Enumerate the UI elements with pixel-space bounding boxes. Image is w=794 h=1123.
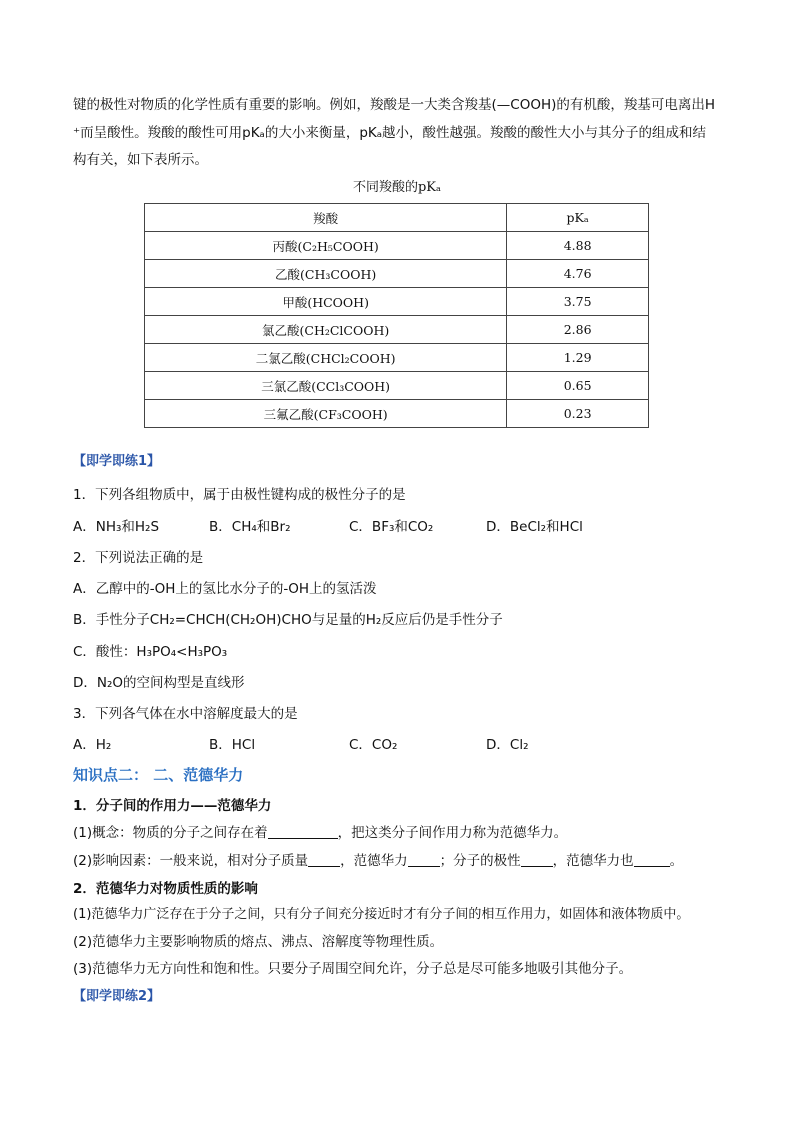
- option-a: A．H₂: [73, 737, 112, 753]
- fill-blank[interactable]: [634, 852, 670, 867]
- pka-cell: 3.75: [507, 288, 649, 316]
- pka-cell: 0.65: [507, 372, 649, 400]
- acid-cell: 甲酸(HCOOH): [145, 288, 507, 316]
- factors-text: (2)影响因素：一般来说，相对分子质量: [73, 853, 309, 869]
- acid-cell: 乙酸(CH₃COOH): [145, 260, 507, 288]
- concept-text: (1)概念：物质的分子之间存在着: [73, 825, 268, 841]
- pka-cell: 4.88: [507, 232, 649, 260]
- effect-line-2: (2)范德华力主要影响物质的熔点、沸点、溶解度等物理性质。: [73, 934, 444, 950]
- effect-line-3: (3)范德华力无方向性和饱和性。只要分子周围空间允许，分子总是尽可能多地吸引其他分子。: [73, 961, 633, 977]
- fill-blank[interactable]: [308, 852, 340, 867]
- practice-1-title: 【即学即练1】: [73, 454, 161, 469]
- option-d: D．BeCl₂和HCl: [486, 519, 583, 535]
- question-2-option-c: C．酸性：H₃PO₄<H₃PO₃: [73, 644, 228, 660]
- table-row: [145, 400, 649, 428]
- factors-text: ，范德华力: [340, 853, 408, 869]
- factors-text: ；分子的极性: [439, 853, 521, 869]
- concept-text-end: ，把这类分子间作用力称为范德华力。: [337, 825, 568, 841]
- question-2-option-a: A．乙醇中的-OH上的氢比水分子的-OH上的氢活泼: [73, 581, 377, 597]
- section-1-title: 1．分子间的作用力——范德华力: [73, 798, 272, 814]
- intro-line-1: 键的极性对物质的化学性质有重要的影响。例如，羧酸是一大类含羧基(—COOH)的有机酸，羧基可电离出H: [73, 97, 716, 113]
- option-b: B．HCl: [209, 737, 256, 753]
- factors-text-end: 。: [669, 853, 684, 869]
- fill-blank[interactable]: [268, 824, 338, 839]
- intro-line-2: ⁺而呈酸性。羧酸的酸性可用pKₐ的大小来衡量，pKₐ越小，酸性越强。羧酸的酸性大小与其分子的组成和结: [73, 125, 707, 141]
- pka-cell: 0.23: [507, 400, 649, 428]
- question-2-stem: 2．下列说法正确的是: [73, 550, 204, 566]
- question-3-stem: 3．下列各气体在水中溶解度最大的是: [73, 706, 298, 722]
- question-2-option-b: B．手性分子CH₂=CHCH(CH₂OH)CHO与足量的H₂反应后仍是手性分子: [73, 612, 503, 628]
- fill-blank[interactable]: [521, 852, 553, 867]
- concept-line: [73, 824, 567, 842]
- pka-cell: 2.86: [507, 316, 649, 344]
- option-c: C．BF₃和CO₂: [349, 519, 434, 535]
- pka-table: [144, 203, 649, 428]
- table-row: [145, 372, 649, 400]
- acid-cell: 二氯乙酸(CHCl₂COOH): [145, 344, 507, 372]
- table-row: [145, 260, 649, 288]
- table-header-row: [145, 204, 649, 232]
- section-2-title: 2．范德华力对物质性质的影响: [73, 881, 258, 897]
- option-b: B．CH₄和Br₂: [209, 519, 291, 535]
- effect-line-1: (1)范德华力广泛存在于分子之间，只有分子间充分接近时才有分子间的相互作用力，如固体和液体物质中。: [73, 907, 690, 922]
- factors-line: [73, 852, 683, 870]
- option-c: C．CO₂: [349, 737, 398, 753]
- acid-cell: 丙酸(C₂H₅COOH): [145, 232, 507, 260]
- option-d: D．Cl₂: [486, 737, 529, 753]
- knowledge-point-2-title: 知识点二： 二、范德华力: [73, 766, 244, 784]
- acid-cell: 氯乙酸(CH₂ClCOOH): [145, 316, 507, 344]
- fill-blank[interactable]: [408, 852, 440, 867]
- question-1-stem: 1．下列各组物质中，属于由极性键构成的极性分子的是: [73, 487, 406, 503]
- acid-cell: 三氯乙酸(CCl₃COOH): [145, 372, 507, 400]
- table-row: [145, 344, 649, 372]
- factors-text: ，范德华力也: [552, 853, 634, 869]
- practice-2-title: 【即学即练2】: [73, 989, 161, 1004]
- table-row: [145, 232, 649, 260]
- pka-cell: 1.29: [507, 344, 649, 372]
- intro-line-3: 构有关，如下表所示。: [73, 152, 208, 168]
- pka-cell: 4.76: [507, 260, 649, 288]
- option-a: A．NH₃和H₂S: [73, 519, 160, 535]
- table-header-acid: 羧酸: [145, 204, 507, 232]
- table-header-pka: pKₐ: [507, 204, 649, 232]
- table-caption: 不同羧酸的pKₐ: [352, 180, 442, 195]
- table-row: [145, 316, 649, 344]
- table-row: [145, 288, 649, 316]
- acid-cell: 三氟乙酸(CF₃COOH): [145, 400, 507, 428]
- question-2-option-d: D．N₂O的空间构型是直线形: [73, 675, 245, 691]
